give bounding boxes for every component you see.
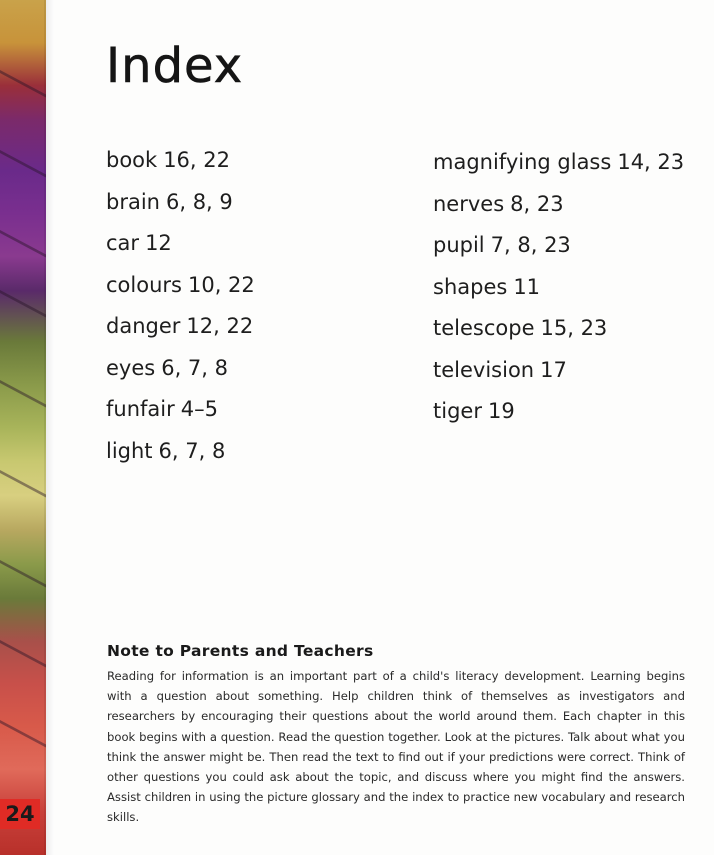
index-entry (106, 309, 255, 351)
note-to-parents (107, 642, 685, 828)
index-entry (106, 143, 255, 185)
index-term: pupil (433, 233, 485, 257)
index-entry (433, 311, 684, 353)
index-pages: 6, 8, 9 (165, 189, 233, 214)
index-pages: 4–5 (180, 397, 218, 421)
edge-stripe (0, 720, 46, 747)
edge-stripe (0, 470, 46, 497)
index-pages: 10, 22 (187, 272, 255, 297)
index-pages: 17 (540, 357, 567, 382)
index-term: danger (106, 314, 181, 338)
note-body: Reading for information is an important part of a child's literacy development. Learning begins with a question about something. Help children think of themselves as investigators and researchers by encouraging their questions about the world around them. Each chapter in this book begins with a question. Read the question together. Look at the pictures. Talk about what you think the answer might be. Then read the text to find out if your predictions were correct. Think of other questions you could ask about the topic, and discuss where you might find the answers. Assist children in using the picture glossary and the index to practice new vocabulary and research skills. (107, 669, 685, 825)
index-pages: 6, 7, 8 (158, 438, 226, 463)
index-pages: 16, 22 (163, 148, 230, 172)
edge-stripe (0, 640, 46, 667)
index-entry (106, 268, 255, 310)
index-pages: 12 (145, 231, 172, 255)
index-term: telescope (433, 316, 535, 340)
index-term: car (106, 231, 140, 255)
index-column-left (106, 143, 255, 475)
index-entry (433, 228, 684, 270)
index-entry (106, 351, 255, 393)
index-entry (433, 394, 684, 436)
edge-stripe (0, 560, 46, 587)
index-term: shapes (433, 274, 508, 299)
index-pages: 7, 8, 23 (490, 233, 571, 257)
index-pages: 19 (487, 399, 515, 423)
index-term: eyes (106, 355, 156, 380)
index-entry (106, 226, 255, 268)
index-entry (433, 187, 684, 229)
index-pages: 8, 23 (510, 191, 564, 216)
index-pages: 12, 22 (186, 314, 254, 338)
page-number-badge (0, 799, 40, 829)
index-column-right (433, 145, 684, 436)
index-term: television (433, 357, 535, 382)
index-pages: 15, 23 (540, 316, 608, 340)
index-pages: 11 (513, 274, 541, 299)
edge-stripe (0, 230, 46, 257)
index-term: colours (106, 272, 182, 297)
index-entry (433, 270, 684, 312)
index-term: tiger (433, 399, 482, 423)
index-entry (433, 145, 684, 187)
index-term: light (106, 438, 153, 463)
index-term: book (106, 148, 158, 172)
edge-stripe (0, 380, 46, 407)
edge-stripe (0, 70, 46, 97)
edge-stripe (0, 150, 46, 177)
index-entry (106, 185, 255, 227)
index-entry (433, 353, 684, 395)
page-title: Index (106, 38, 244, 94)
note-heading: Note to Parents and Teachers (107, 642, 374, 660)
index-entry (106, 392, 255, 434)
index-pages: 6, 7, 8 (161, 355, 229, 380)
page-number: 24 (5, 802, 35, 826)
edge-stripe (0, 290, 46, 317)
index-term: brain (106, 189, 160, 214)
index-term: magnifying glass (433, 150, 612, 174)
index-pages: 14, 23 (617, 150, 685, 174)
index-entry (106, 434, 255, 476)
photo-edge-strip (0, 0, 46, 855)
index-term: funfair (106, 397, 175, 421)
index-term: nerves (433, 191, 505, 216)
